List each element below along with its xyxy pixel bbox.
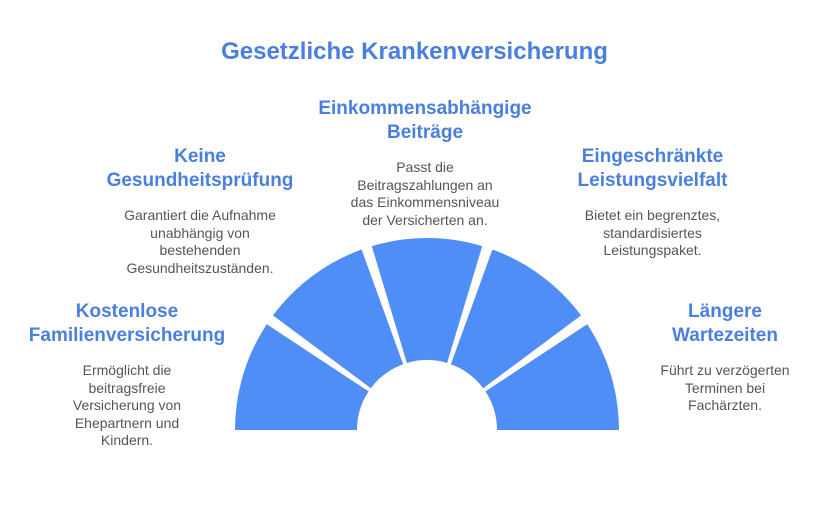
diagram-title: Gesetzliche Krankenversicherung xyxy=(221,38,608,65)
item-leistungsvielfalt xyxy=(550,145,755,260)
item-wartezeiten xyxy=(640,300,810,415)
item-description: Garantiert die Aufnahme unabhängig von bestehenden Gesundheitszuständen. xyxy=(124,207,276,276)
item-heading: Eingeschränkte Leistungsvielfalt xyxy=(577,146,728,191)
item-heading: Längere Wartezeiten xyxy=(672,301,778,346)
item-familienversicherung xyxy=(22,300,232,450)
item-gesundheitspruefung xyxy=(90,145,310,277)
item-description: Ermöglicht die beitragsfreie Versicherung von Ehepartnern und Kindern. xyxy=(72,362,182,448)
item-description: Führt zu verzögerten Terminen bei Fachärzten. xyxy=(660,362,790,413)
item-heading: Keine Gesundheitsprüfung xyxy=(106,146,294,191)
item-beitraege xyxy=(305,97,545,229)
item-description: Passt die Beitragszahlungen an das Einkommensniveau der Versicherten an. xyxy=(350,159,500,228)
item-heading: Kostenlose Familienversicherung xyxy=(28,301,226,346)
item-heading: Einkommensabhängige Beiträge xyxy=(318,98,532,143)
item-description: Bietet ein begrenztes, standardisiertes Leistungspaket. xyxy=(584,207,721,258)
